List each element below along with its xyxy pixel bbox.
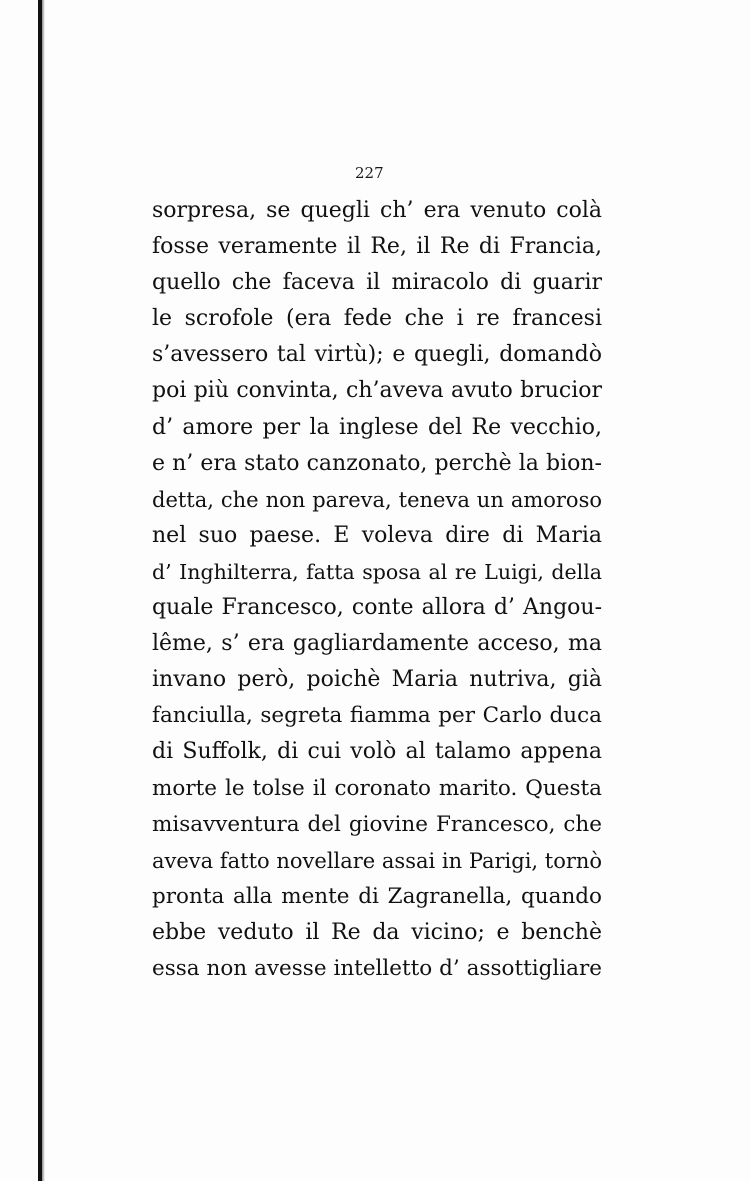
text-line: quello che faceva il miracolo di guarir [152,270,602,296]
text-line: di Suffolk, di cui volò al talamo appena [152,739,602,765]
text-line: detta, che non pareva, teneva un amoroso [152,487,602,512]
text-line: d’ amore per la inglese del Re vecchio, [152,414,602,440]
text-line: morte le tolse il coronato marito. Questa [152,775,602,801]
text-line: e n’ era stato canzonato, perchè la bion- [152,450,602,476]
text-line: nel suo paese. E voleva dire di Maria [152,522,602,548]
text-line: invano però, poichè Maria nutriva, già [152,667,602,693]
body-text [152,193,602,987]
text-line: s’avessero tal virtù); e quegli, domandò [152,342,602,368]
page-number: 227 [355,164,384,182]
text-line: poi più convinta, ch’aveva avuto brucior [152,378,602,404]
text-line: pronta alla mente di Zagranella, quando [152,883,602,909]
text-line: quale Francesco, conte allora d’ Angou- [152,595,602,621]
text-line: d’ Inghilterra, fatta sposa al re Luigi, della [152,559,602,584]
text-line: essa non avesse intelletto d’ assottigliare [152,955,602,981]
binding-shadow [42,0,45,1181]
text-line: lême, s’ era gagliardamente acceso, ma [152,631,602,657]
text-line: le scrofole (era fede che i re francesi [152,306,602,332]
text-line: sorpresa, se quegli ch’ era venuto colà [152,198,602,223]
text-line: ebbe veduto il Re da vicino; e benchè [152,919,602,945]
text-line: fosse veramente il Re, il Re di Francia, [152,234,602,260]
text-line: misavventura del giovine Francesco, che [152,811,602,837]
text-line: fanciulla, segreta fiamma per Carlo duca [152,703,602,729]
text-line: aveva fatto novellare assai in Parigi, tornò [152,848,603,873]
